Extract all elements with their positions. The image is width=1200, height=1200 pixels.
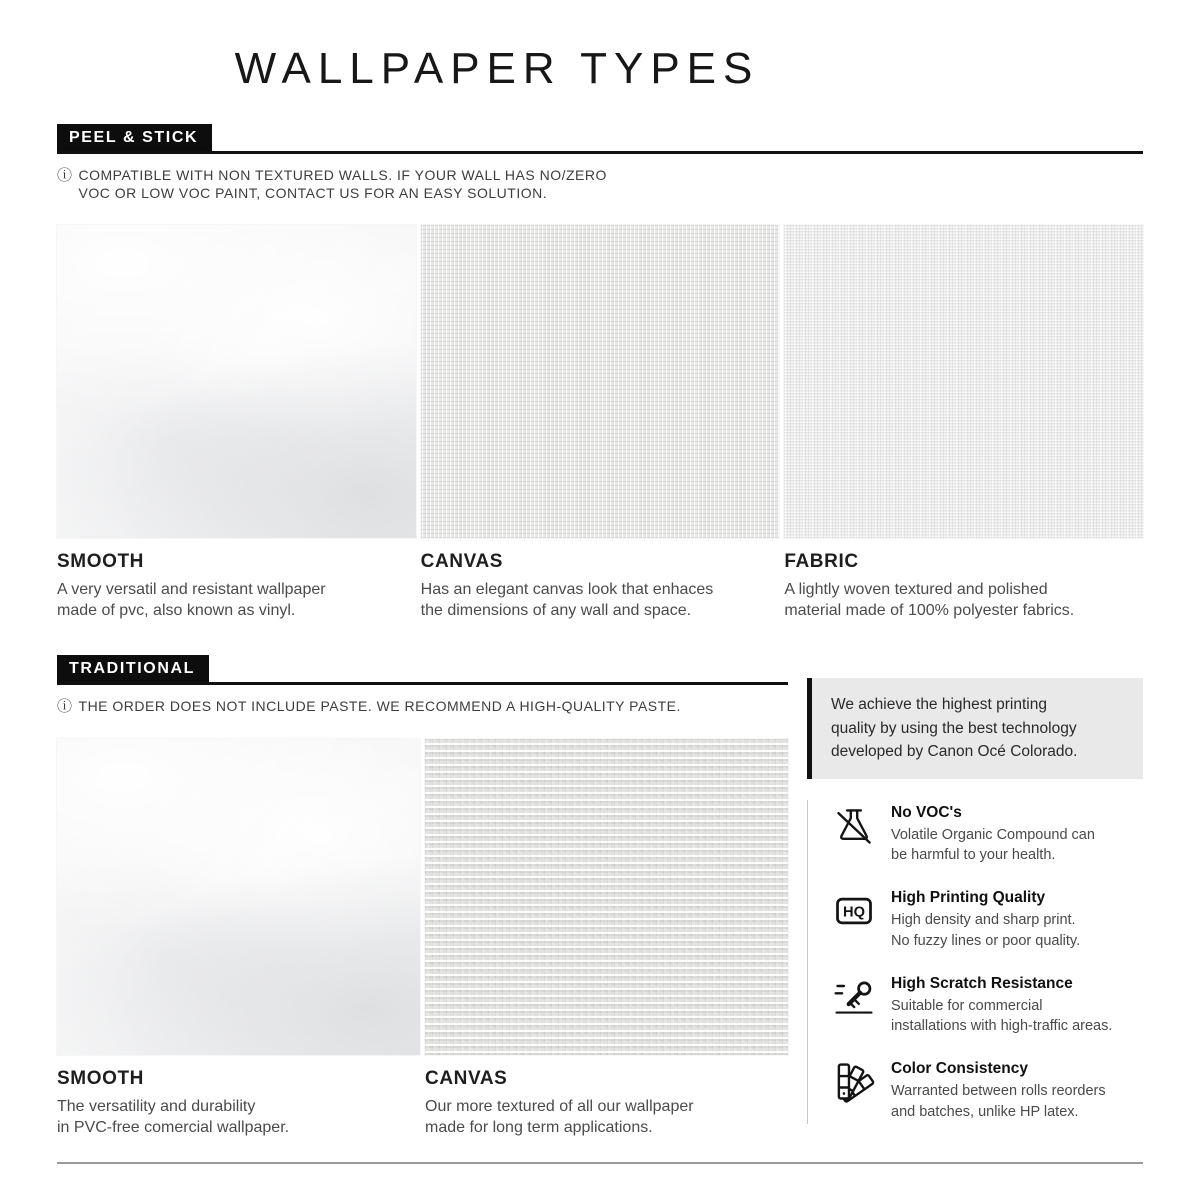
smooth-texture-image <box>57 225 416 538</box>
printing-quality-quote: We achieve the highest printing quality by using the best technology developed by Canon Océ Colorado. <box>807 678 1143 779</box>
info-icon: ⓘ <box>57 167 73 184</box>
feature-description: Warranted between rolls reorders and batches, unlike HP latex. <box>891 1083 1106 1120</box>
swatch-name: FABRIC <box>784 550 859 572</box>
swatch-description: Has an elegant canvas look that enhaces the dimensions of any wall and space. <box>420 580 714 619</box>
no-voc-flask-icon <box>832 804 876 848</box>
swatch-name: SMOOTH <box>57 1067 144 1089</box>
color-swatch-fan-icon <box>832 1060 876 1104</box>
peel-stick-note <box>57 167 1143 203</box>
feature-list <box>807 800 1143 1124</box>
svg-text:HQ: HQ <box>843 904 865 921</box>
smooth-texture-image <box>57 739 420 1055</box>
peel-stick-note-line1: COMPATIBLE WITH NON TEXTURED WALLS. IF YOUR WALL HAS NO/ZERO <box>78 167 607 183</box>
feature-title: Color Consistency <box>891 1060 1028 1078</box>
fabric-texture-image <box>784 225 1143 538</box>
feature-description: Volatile Organic Compound can be harmful to your health. <box>891 826 1095 863</box>
feature-title: High Printing Quality <box>891 889 1046 907</box>
canvas-texture-image <box>421 225 780 538</box>
feature-description: High density and sharp print. No fuzzy lines or poor quality. <box>891 912 1081 949</box>
feature-color-consistency <box>832 1060 1143 1122</box>
feature-description: Suitable for commercial installations with high-traffic areas. <box>891 997 1113 1035</box>
hq-badge-icon <box>832 889 876 933</box>
swatch-description: A very versatil and resistant wallpaper made of pvc, also known as vinyl. <box>57 580 326 619</box>
traditional-note <box>57 698 788 717</box>
swatch-card-smooth <box>57 739 420 1138</box>
swatch-card-canvas <box>425 739 788 1138</box>
peel-stick-swatch-grid <box>57 225 1143 621</box>
page-title: WALLPAPER TYPES <box>234 44 760 93</box>
feature-no-voc <box>832 804 1143 866</box>
swatch-name: CANVAS <box>420 550 504 572</box>
section-header-rule <box>57 655 788 685</box>
peel-stick-note-line2: VOC OR LOW VOC PAINT, CONTACT US FOR AN EASY SOLUTION. <box>78 184 548 201</box>
swatch-card-canvas <box>421 225 780 621</box>
feature-title: High Scratch Resistance <box>891 974 1073 992</box>
feature-scratch-resistance <box>832 975 1143 1037</box>
info-icon: ⓘ <box>57 698 73 716</box>
swatch-card-smooth <box>57 225 416 621</box>
feature-title: No VOC's <box>891 803 962 821</box>
section-tag-peel-stick: PEEL & STICK <box>57 124 212 151</box>
swatch-name: CANVAS <box>425 1067 508 1089</box>
section-tag-traditional: TRADITIONAL <box>57 655 209 682</box>
section-peel-stick <box>57 124 1143 621</box>
swatch-description: A lightly woven textured and polished material made of 100% polyester fabrics. <box>784 580 1075 619</box>
swatch-description: The versatility and durability in PVC-free comercial wallpaper. <box>57 1097 290 1136</box>
swatch-description: Our more textured of all our wallpaper made for long term applications. <box>425 1097 694 1136</box>
key-scratch-icon <box>832 975 876 1019</box>
quality-sidebar <box>807 655 1143 1138</box>
canvas-texture-image <box>425 739 788 1055</box>
swatch-card-fabric <box>784 225 1143 621</box>
swatch-name: SMOOTH <box>57 550 144 572</box>
footer-divider <box>57 1162 1143 1164</box>
section-header-rule <box>57 124 1143 154</box>
traditional-note-line: THE ORDER DOES NOT INCLUDE PASTE. WE RECOMMEND A HIGH-QUALITY PASTE. <box>78 698 681 715</box>
traditional-swatch-grid <box>57 739 788 1138</box>
feature-high-printing-quality <box>832 889 1143 951</box>
section-traditional <box>57 655 788 1138</box>
